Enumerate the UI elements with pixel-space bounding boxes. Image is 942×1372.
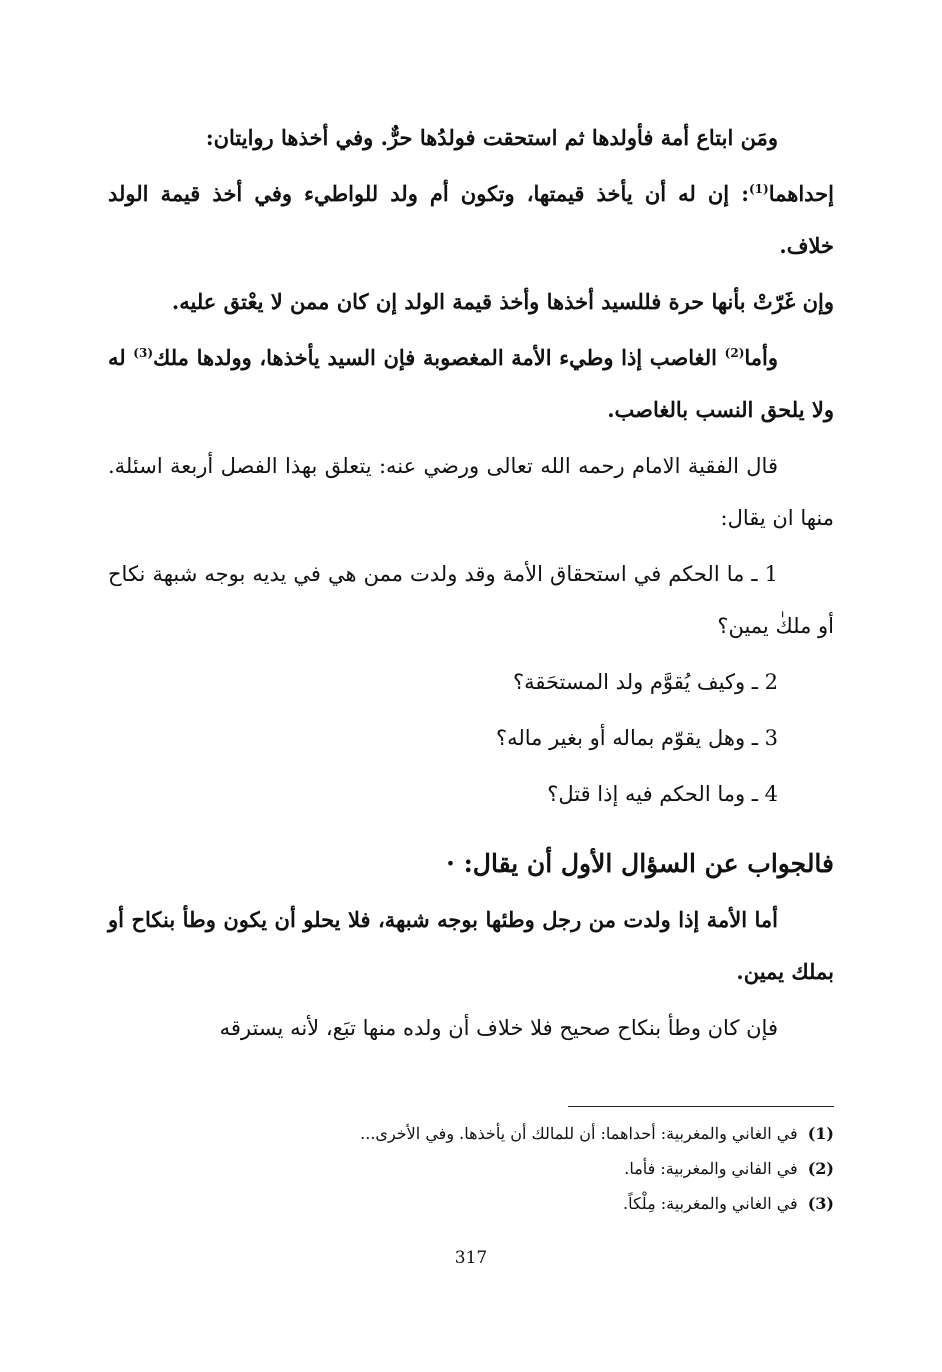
footnote-2 (108, 1151, 834, 1186)
page-number: 317 (454, 1248, 488, 1268)
footnote-text: في الغاني والمغربية: مِلْكاً. (623, 1194, 798, 1213)
footnote-text: في الفاني والمغربية: فأما. (624, 1159, 798, 1178)
answer-paragraph-2: فإن كان وطأ بنكاح صحيح فلا خلاف أن ولده منها تبَع، لأنه يسترقه (219, 1016, 778, 1040)
footnote-number: (1) (807, 1124, 834, 1143)
answer-heading: فالجواب عن السؤال الأول أن يقال: · (446, 849, 834, 878)
paragraph-5: قال الفقية الامام رحمه الله تعالى ورضي عنه: يتعلق بهذا الفصل أربعة اسئلة. منها ان يقال: (108, 454, 834, 530)
paragraph-4-lead: وأما (744, 345, 778, 370)
footnote-number: (2) (807, 1159, 834, 1178)
footnotes (108, 1116, 834, 1221)
footnote-ref-1: (1) (748, 182, 769, 196)
footnote-ref-3: (3) (133, 346, 154, 360)
paragraph-3: وإن غَرّتْ بأنها حرة فللسيد أخذها وأخذ قيمة الولد إن كان ممن لا يعْتق عليه. (171, 289, 834, 314)
paragraph-2-rest: : إن له أن يأخذ قيمتها، وتكون أم ولد للواطيء وفي أخذ قيمة الولد خلاف. (108, 181, 834, 258)
paragraph-2 (108, 168, 834, 272)
paragraph-4-mid: الغاصب إذا وطيء الأمة المغصوبة فإن السيد يأخذها، وولدها ملك (153, 345, 725, 370)
paragraph-4 (108, 332, 834, 436)
main-text (108, 112, 834, 1058)
paragraph-1: ومَن ابتاع أمة فأولدها ثم استحقت فولدُها حرٌّ. وفي أخذها روايتان: (205, 125, 778, 150)
footnote-3 (108, 1186, 834, 1221)
footnote-1 (108, 1116, 834, 1151)
footnote-ref-2: (2) (724, 346, 745, 360)
question-2: 2 ـ وكيف يُقوَّم ولد المستحَقة؟ (512, 670, 778, 694)
question-4: 4 ـ وما الحكم فيه إذا قتل؟ (547, 782, 778, 806)
question-3: 3 ـ وهل يقوّم بماله أو بغير ماله؟ (495, 726, 778, 750)
answer-paragraph-1: أما الأمة إذا ولدت من رجل وطئها بوجه شبهة، فلا يحلو أن يكون وطأ بنكاح أو بملك يمين. (108, 907, 834, 984)
question-1: 1 ـ ما الحكم في استحقاق الأمة وقد ولدت ممن هي في يديه بوجه شبهة نكاح أو ملكٰ يمين؟ (108, 562, 834, 638)
footnote-number: (3) (807, 1194, 834, 1213)
paragraph-2-lead: إحداهما (768, 181, 834, 206)
paragraph-4-rest: له ولا يلحق النسب بالغاصب. (108, 345, 834, 422)
footnote-separator (568, 1106, 834, 1107)
footnote-text: في الغاني والمغربية: أحداهما: أن للمالك أن يأخذها. وفي الأخرى... (360, 1124, 798, 1143)
